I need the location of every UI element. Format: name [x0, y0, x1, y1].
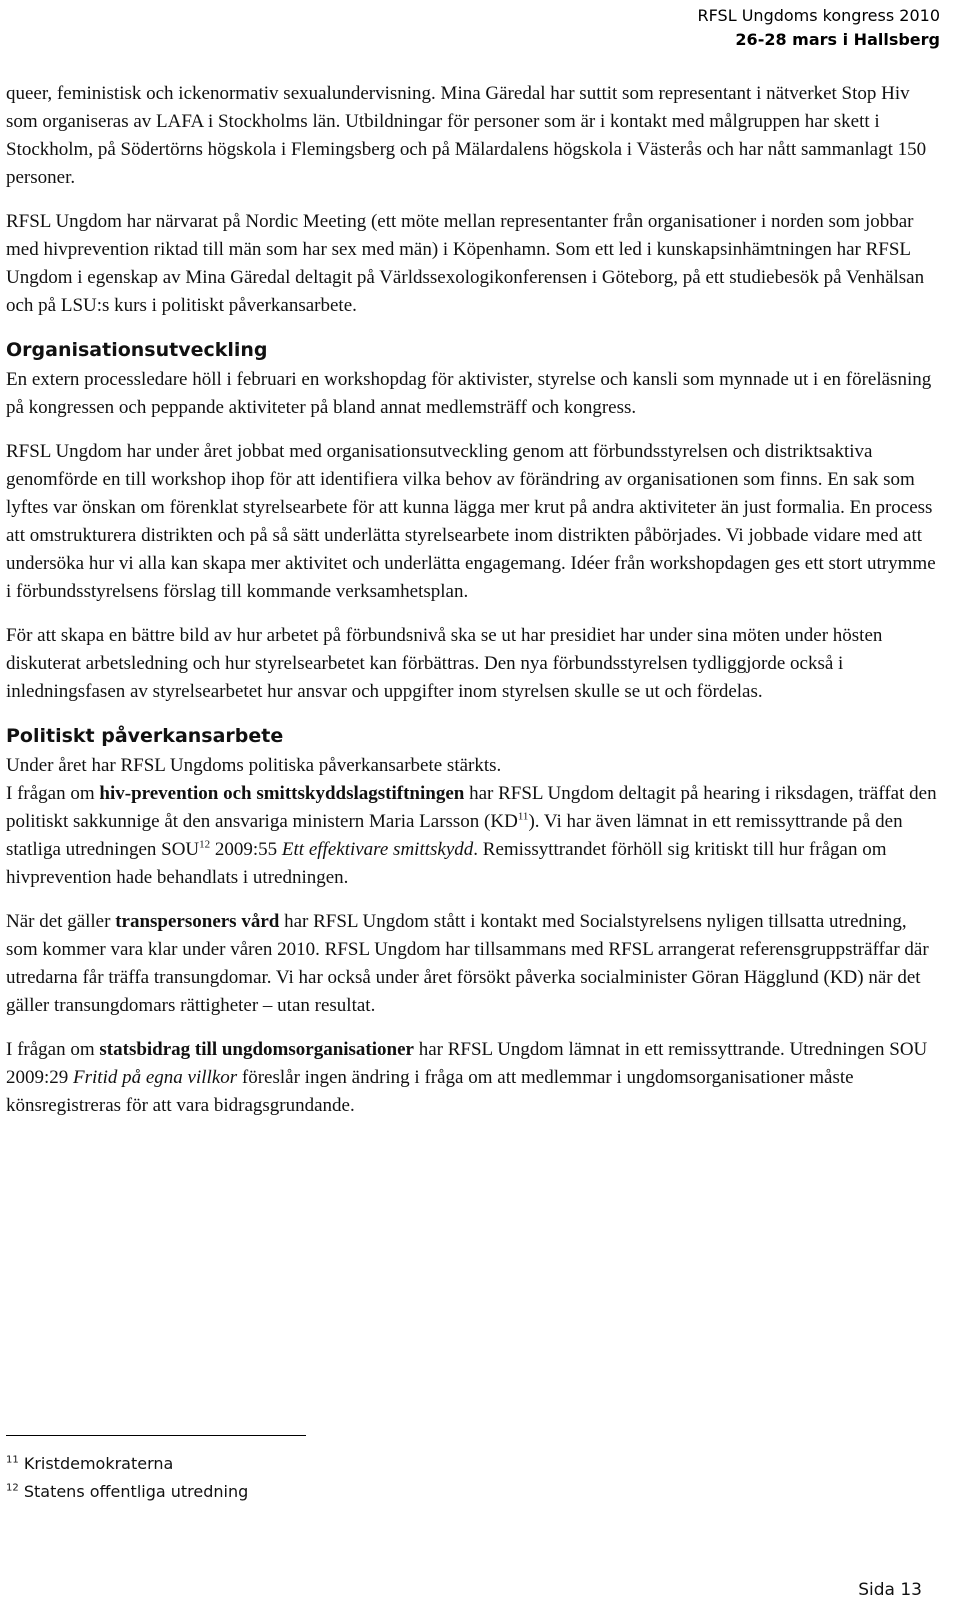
header-dates: 26-28 mars i Hallsberg: [735, 30, 940, 49]
bold-phrase: hiv-prevention och smittskyddslagstiftningen: [99, 783, 465, 804]
bold-phrase: statsbidrag till ungdomsorganisationer: [99, 1039, 414, 1060]
italic-title: Fritid på egna villkor: [73, 1067, 238, 1088]
header-title: RFSL Ungdoms kongress 2010: [697, 6, 940, 25]
footnote-ref: 11: [517, 810, 529, 823]
paragraph: queer, feministisk och ickenormativ sexualundervisning. Mina Gäredal har suttit som representant i nätverket Stop Hiv som organiseras av LAFA i Stockholms län. Utbildningar för personer som är i kontakt med målgruppen har skett i Stockholm, på Södertörns högskola i Flemingsberg och på Mälardalens högskola i Västerås och har nått sammanlagt 150 personer.: [6, 83, 927, 188]
bold-phrase: transpersoners vård: [115, 911, 280, 932]
body-text: [6, 80, 942, 1136]
paragraph: RFSL Ungdom har närvarat på Nordic Meeting (ett möte mellan representanter från organisationer i norden som jobbar med hivprevention riktad till män som har sex med män) i Köpenhamn. Som ett led i kunskapsinhämtningen har RFSL Ungdom i egenskap av Mina Gäredal deltagit på Världssexologikonferensen i Göteborg, på ett studiebesök på Venhälsan och på LSU:s kurs i politiskt påverkansarbete.: [6, 211, 925, 316]
footnote: $^{12}$ Statens offentliga utredning: [6, 1482, 249, 1501]
paragraph: En extern processledare höll i februari en workshopdag för aktivister, styrelse och kansli som mynnade ut i en föreläsning på kongressen och peppande aktiviteter på bland annat medlemsträff och kongress.: [6, 369, 932, 418]
footnote-ref: 12: [199, 838, 211, 851]
footnotes: [6, 1450, 248, 1506]
section-heading-politiskt-paverkansarbete: Politiskt påverkansarbete: [6, 725, 284, 747]
paragraph: RFSL Ungdom har under året jobbat med organisationsutveckling genom att förbundsstyrelsen och distriktsaktiva genomförde en till workshop ihop för att identifiera vilka behov av förändring av organisationen som finns. En sak som lyftes var önskan om förenklat styrelsearbete för att kunna lägga mer krut på andra aktiviteter än just formalia. En process att omstrukturera distrikten och på så sätt underlätta styrelsearbete inom distrikten påbörjades. Vi jobbade vidare med att undersöka hur vi alla kan skapa mer aktivitet och underlätta engagemang. Idéer från workshopdagen ges ett stort utrymme i förbundsstyrelsens förslag till kommande verksamhetsplan.: [6, 441, 936, 602]
footnote-divider: [6, 1435, 306, 1436]
paragraph: I frågan om statsbidrag till ungdomsorganisationer har RFSL Ungdom lämnat in ett remissyttrande. Utredningen SOU 2009:29 Fritid på egna villkor föreslår ingen ändring i fråga om att medlemmar i ungdomsorganisationer måste könsregistreras för att vara bidragsgrundande.: [6, 1039, 928, 1116]
paragraph: I frågan om hiv-prevention och smittskyddslagstiftningen har RFSL Ungdom deltagit på hearing i riksdagen, träffat den politiskt sakkunnige åt den ansvariga ministern Maria Larsson (KD$^{11}$). Vi har även lämnat in ett remissyttrande på den statliga utredningen SOU$^{12}$ 2009:55 Ett effektivare smittskydd. Remissyttrandet förhöll sig kritiskt till hur frågan om hivprevention hade behandlats i utredningen.: [6, 783, 937, 888]
running-header: [698, 4, 940, 52]
footnote: $^{11}$ Kristdemokraterna: [6, 1454, 174, 1473]
paragraph: När det gäller transpersoners vård har RFSL Ungdom stått i kontakt med Socialstyrelsens nyligen tillsatta utredning, som kommer vara klar under våren 2010. RFSL Ungdom har tillsammans med RFSL arrangerat referensgruppsträffar där utredarna får träffa transungdomar. Vi har också under året försökt påverka socialminister Göran Hägglund (KD) när det gäller transungdomars rättigheter – utan resultat.: [6, 911, 929, 1016]
page-number: Sida 13: [858, 1580, 922, 1600]
italic-title: Ett effektivare smittskydd: [281, 839, 474, 860]
section-heading-organisationsutveckling: Organisationsutveckling: [6, 339, 268, 361]
paragraph: För att skapa en bättre bild av hur arbetet på förbundsnivå ska se ut har presidiet har under sina möten under hösten diskuterat arbetsledning och hur styrelsearbetet kan förbättras. Den nya förbundsstyrelsen tydliggjorde också i inledningsfasen av styrelsearbetet hur ansvar och uppgifter inom styrelsen skulle se ut och fördelas.: [6, 625, 883, 702]
paragraph: Under året har RFSL Ungdoms politiska påverkansarbete stärkts.: [6, 755, 502, 776]
